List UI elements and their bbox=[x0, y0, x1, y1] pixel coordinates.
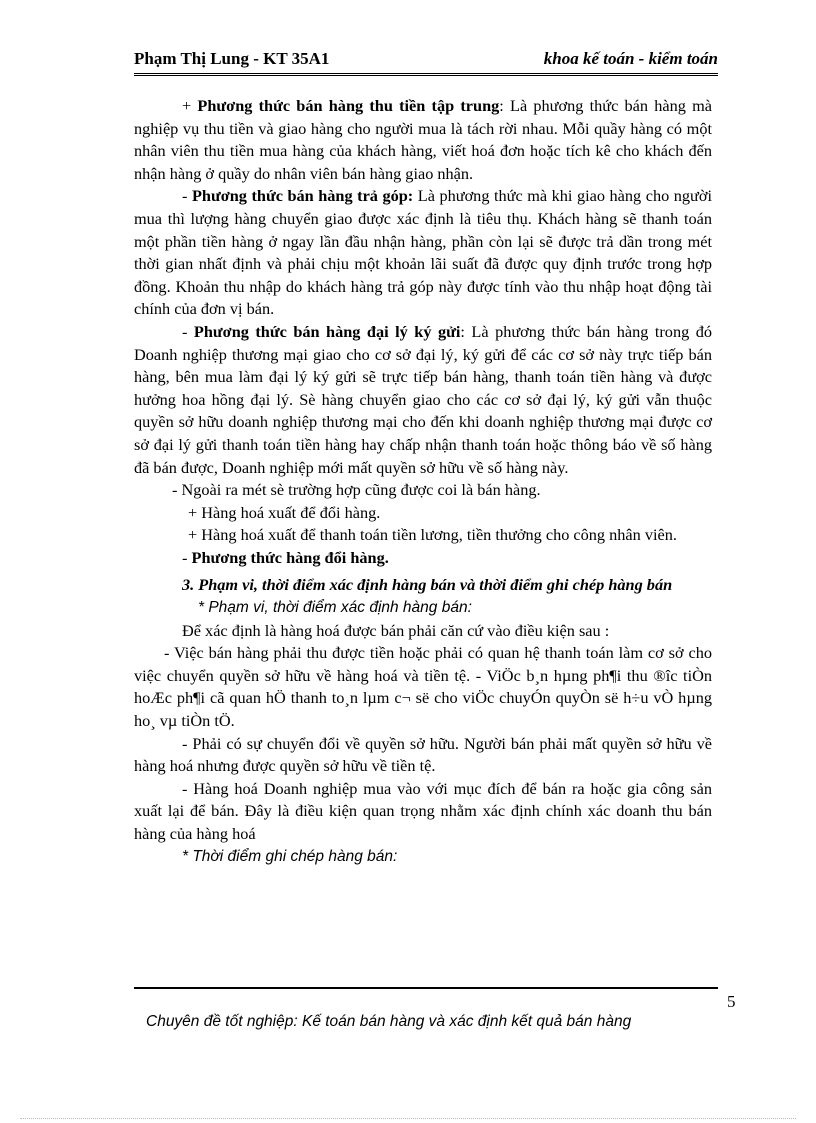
list-item-exchange-goods: + Hàng hoá xuất để đổi hàng. bbox=[188, 502, 381, 522]
term-agency-sales: Phương thức bán hàng đại lý ký gửi bbox=[193, 321, 461, 341]
header-faculty: khoa kế toán - kiểm toán bbox=[543, 49, 718, 68]
list-item-salary-payment: + Hàng hoá xuất để thanh toán tiền lương, tiền thưởng cho công nhân viên. bbox=[188, 525, 677, 545]
paragraph-text: : Là phương thức bán hàng trong đó Doanh nghiệp thương mại giao cho cơ sở đại lý, ký gửi để các cơ sở này trực tiếp bán hàng, bên mua làm đại lý ký gửi sẽ trực tiếp bán hàng, thanh toán tiền hàng và được hưởng hoa hồng đại lý. Sè hàng chuyển giao cho các cơ sở đại lý, ký gửi vẫn thuộc quyền sở hữu doanh nghiệp thương mại cho đến khi doanh nghiệp thương mại được cơ sở đại lý gửi thanh toán tiền hàng hay chấp nhận thanh toán hoặc thông báo về số hàng đã bán được, Doanh nghiệp mới mất quyền sở hữu về số hàng này. bbox=[134, 321, 712, 477]
document-body bbox=[134, 95, 712, 868]
scope-heading: * Phạm vi, thời điểm xác định hàng bán: bbox=[198, 599, 472, 617]
section-heading: 3. Phạm vi, thời điểm xác định hàng bán và thời điểm ghi chép hàng bán bbox=[182, 575, 673, 595]
page-bottom-edge bbox=[20, 1118, 796, 1119]
bullet-prefix: - bbox=[182, 186, 192, 206]
paragraph-text: Là phương thức mà khi giao hàng cho người mua thì lượng hàng chuyển giao được xác định là tiêu thụ. Khách hàng sẽ thanh toán một phần tiền hàng ở ngay lần đầu nhận hàng, phần còn lại sẽ được trả dần trong mét thời gian nhất định và phải chịu một khoản lãi suất đã được quy định trước trong hợp đồng. Khoản thu nhập do khách hàng trả góp này được tính vào thu nhập hoạt động tài chính của đơn vị bán. bbox=[134, 186, 712, 319]
scope-intro: Để xác định là hàng hoá được bán phải căn cứ vào điều kiện sau : bbox=[182, 620, 610, 640]
paragraph-exchange-method bbox=[134, 547, 712, 570]
footer-thesis-title: Chuyên đề tốt nghiệp: Kế toán bán hàng và xác định kết quả bán hàng bbox=[146, 1013, 632, 1030]
paragraph-installment-sales bbox=[134, 185, 712, 321]
paragraph-agency-sales bbox=[134, 321, 712, 479]
bullet-prefix: - bbox=[182, 321, 194, 341]
term-installment-sales: Phương thức bán hàng trả góp: bbox=[191, 186, 414, 206]
condition-payment: - Việc bán hàng phải thu được tiền hoặc phải có quan hệ thanh toán làm cơ sở cho việc chuyển quyền sở hữu về hàng hoá và tiền tệ. - ViÖc b¸n hµng ph¶i thu ®îc tiÒn hoÆc ph¶i cã quan hÖ thanh to¸n lµm c¬ së cho viÖc chuyÓn quyÒn së h÷u vÒ hµng ho¸ vµ tiÒn tÖ. bbox=[134, 643, 712, 731]
term-exchange-method: Phương thức hàng đổi hàng. bbox=[191, 547, 389, 567]
bullet-prefix: + bbox=[182, 96, 198, 115]
page-header bbox=[134, 47, 718, 76]
recording-heading: * Thời điểm ghi chép hàng bán: bbox=[182, 847, 398, 865]
page-number: 5 bbox=[727, 992, 736, 1011]
paragraph-centralized-sales bbox=[134, 95, 712, 185]
condition-ownership: - Phải có sự chuyển đổi về quyền sở hữu. Người bán phải mất quyền sở hữu về hàng hoá nhưng được quyền sở hữu về tiền tệ. bbox=[134, 733, 712, 776]
term-centralized-sales: Phương thức bán hàng thu tiền tập trung bbox=[197, 96, 500, 115]
footer-divider bbox=[134, 987, 718, 989]
bullet-prefix: - bbox=[182, 547, 192, 567]
paragraph-text: : Là phương thức bán hàng mà nghiệp vụ thu tiền và giao hàng cho người mua là tách rời nhau. Mỗi quầy hàng có một nhân viên thu tiền mua hàng của khách hàng, viết hoá đơn hoặc tích kê cho khách đến nhận hàng ở quầy do nhân viên bán hàng giao nhận. bbox=[134, 96, 712, 183]
header-author: Phạm Thị Lung - KT 35A1 bbox=[134, 49, 330, 68]
paragraph-other-cases: - Ngoài ra mét sè trường hợp cũng được coi là bán hàng. bbox=[172, 480, 541, 500]
condition-purpose: - Hàng hoá Doanh nghiệp mua vào với mục đích để bán ra hoặc gia công sản xuất lại để bán. Đây là điều kiện quan trọng nhằm xác định chính xác doanh thu bán hàng của hàng hoá bbox=[134, 778, 712, 843]
